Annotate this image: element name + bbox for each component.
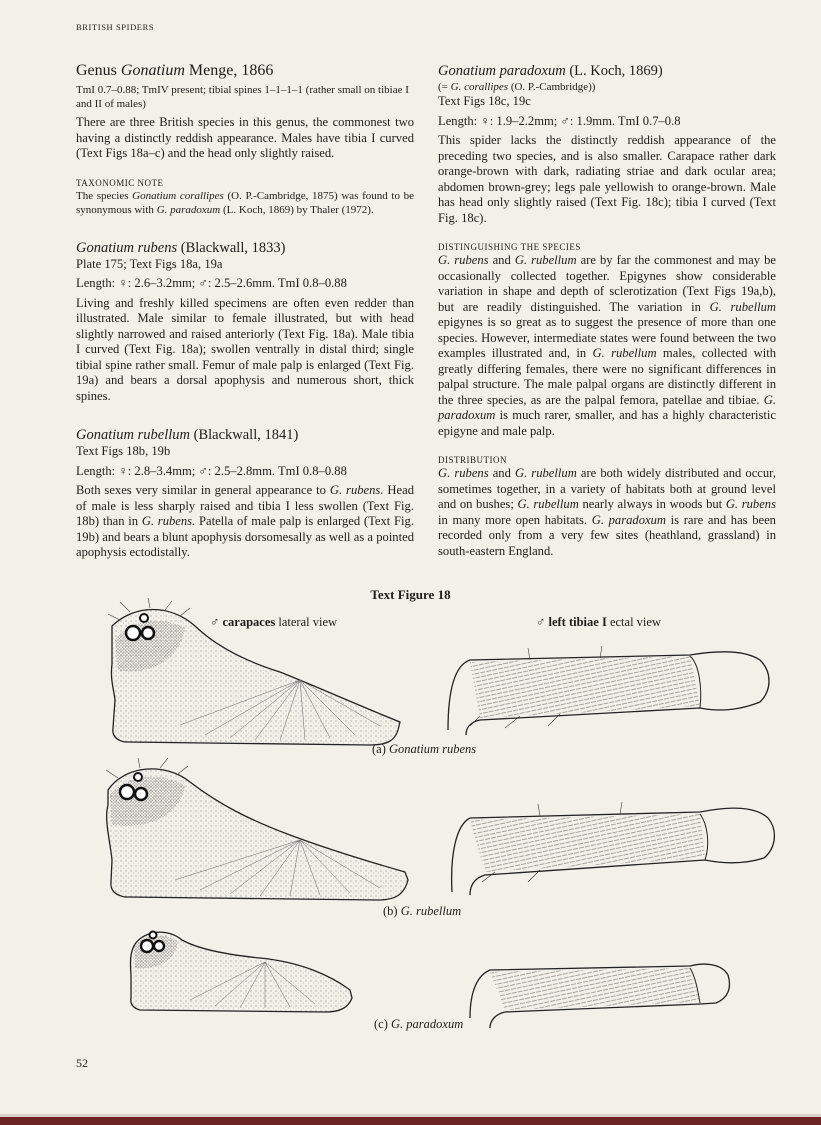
paradoxum-description: This spider lacks the distinctly reddish appearance of the preceding two species, and is also smaller. Carapace rather dark orange-brown with dark, radiating striae and dark ocular area; abdomen brown-grey; legs pale yellowish to orange-brown. Male has head only slightly raised (Text Fig. 18c); tibia I curved (Text Fig. 18c).	[438, 133, 776, 225]
paradoxum-name: Gonatium paradoxum	[438, 63, 566, 79]
distinguishing-heading: DISTINGUISHING THE SPECIES	[438, 242, 581, 252]
male-symbol: ♂	[210, 615, 220, 629]
distr-sp-e: G. paradoxum	[591, 512, 666, 527]
caption-c-name: G. paradoxum	[391, 1017, 464, 1031]
caption-a	[372, 742, 476, 757]
dist-t4: males, collected with greatly differing females, there were no significant differences in palpal structure. The male palpal organs are distinctly different in the three species, as are the palpal femora, patellae and tibiae.	[438, 346, 776, 407]
dist-t5: is much rarer, smaller, and has a highly characteristic epigyne and male palp.	[438, 408, 776, 438]
distr-sp-c: G. rubellum	[517, 497, 579, 511]
caption-a-name: Gonatium rubens	[389, 742, 477, 756]
rubens-description: Living and freshly killed specimens are often even redder than illustrated. Male similar to female illustrated, but with head slightly narrowed and raised anteriorly (Text Fig. 18a). Male tibia I curved (Text Fig. 18a); swollen ventrally in distal third; single tibial spine rather small. Femur of male palp is enlarged (Text Fig. 19a) and bears a dorsal apophysis and numerous short, thick spines.	[76, 295, 414, 403]
taxonomic-species-2: G. paradoxum	[156, 203, 221, 216]
male-symbol: ♂	[536, 615, 546, 629]
dist-sp-d: G. rubellum	[592, 346, 657, 360]
tibiae-label: left tibiae I	[548, 615, 607, 629]
tibia-b-drawing	[452, 802, 775, 895]
caption-a-letter: (a)	[372, 742, 386, 756]
taxonomic-text-3: (L. Koch, 1869) by Thaler (1972).	[223, 203, 374, 216]
distr-sp-a: G. rubens	[438, 466, 489, 480]
carapace-a-drawing	[108, 598, 400, 745]
distr-t4: in many more open habitats.	[438, 512, 592, 527]
dist-sp-e: G. paradoxum	[438, 392, 776, 422]
caption-c-letter: (c)	[374, 1017, 388, 1031]
paradoxum-author: (L. Koch, 1869)	[569, 63, 663, 79]
rubellum-length: Length: ♀: 2.8–3.4mm; ♂: 2.5–2.8mm. TmI 0.8–0.88	[76, 463, 347, 478]
distr-sp-d: G. rubens	[725, 497, 776, 511]
carapace-b-drawing	[106, 758, 408, 900]
paradoxum-refs: Text Figs 18c, 19c	[438, 94, 531, 108]
tibia-c-drawing	[470, 964, 730, 1028]
taxonomic-species: Gonatium corallipes	[132, 189, 224, 202]
distr-t2: are both widely distributed and occur, sometimes together, in a variety of habitats both at ground level and on bushes;	[438, 466, 777, 511]
distribution-heading: DISTRIBUTION	[438, 455, 507, 465]
caption-b-letter: (b)	[383, 904, 398, 918]
rubellum-name: Gonatium rubellum	[76, 427, 190, 443]
ectal-view-label: ectal view	[609, 615, 661, 629]
dist-t1: and	[488, 253, 515, 267]
rubens-length: Length: ♀: 2.6–3.2mm; ♂: 2.5–2.6mm. TmI 0.8–0.88	[76, 276, 347, 290]
rubellum-text-1: Both sexes very similar in general appearance to	[76, 483, 326, 497]
distr-sp-b: G. rubellum	[514, 466, 577, 480]
distr-t3: nearly always in woods but	[578, 497, 726, 511]
caption-c	[374, 1017, 463, 1032]
rubellum-refs: Text Figs 18b, 19b	[76, 444, 171, 458]
book-cover-edge	[0, 1117, 821, 1125]
carapace-c-drawing	[130, 932, 352, 1013]
genus-author: Menge, 1866	[188, 62, 274, 79]
rubellum-author: (Blackwall, 1841)	[193, 427, 299, 443]
synonym-post: (O. P.-Cambridge))	[508, 81, 596, 93]
rubens-refs: Plate 175; Text Figs 18a, 19a	[76, 256, 223, 271]
taxonomic-text-1: The species	[76, 189, 129, 202]
synonym-pre: (=	[438, 81, 451, 93]
dist-sp-a: G. rubens	[438, 253, 489, 267]
genus-description: There are three British species in this genus, the commonest two having a distinctly reddish appearance. Males have tibia I curved (Text Figs 18a–c) and the head only slightly raised.	[76, 115, 414, 160]
distr-t5: is rare and has been recorded only from a very few sites (heathland, grassland) in south-eastern England.	[438, 512, 776, 558]
running-head: BRITISH SPIDERS	[76, 22, 155, 32]
page-number: 52	[76, 1056, 88, 1070]
dist-sp-b: G. rubellum	[514, 253, 577, 267]
caption-b	[383, 904, 461, 919]
dist-t3: epigynes is so great as to suggest the presence of more than one species. However, intermediate states were found between the two examples illustrated and, in	[438, 315, 776, 360]
rubellum-text-3: Patella of male palp is enlarged (Text Fig. 19b) and bears a blunt apophysis dorsomesally as well as a pointed apophysis ectodistally.	[76, 514, 414, 559]
distr-t1: and	[488, 466, 515, 480]
genus-meta: TmI 0.7–0.88; TmIV present; tibial spines 1–1–1–1 (rather small on tibiae I and II of males)	[76, 84, 409, 110]
genus-prefix: Genus	[76, 62, 117, 79]
caption-b-name: G. rubellum	[400, 904, 462, 918]
synonym-name: G. corallipes	[450, 81, 509, 93]
taxonomic-note-heading: TAXONOMIC NOTE	[76, 177, 164, 188]
taxonomic-text-2: (O. P.-Cambridge, 1875) was found to be synonymous with	[76, 189, 415, 216]
tibia-a-drawing	[448, 646, 769, 735]
rubens-author: (Blackwall, 1833)	[180, 239, 286, 256]
carapaces-label: carapaces	[222, 615, 276, 629]
rubellum-sp-2: G. rubens.	[141, 514, 196, 528]
figure-title: Text Figure 18	[370, 587, 451, 602]
rubens-name: Gonatium rubens	[76, 239, 178, 256]
rubellum-text-2: Head of male is less sharply raised and tibia I less swollen (Text Fig. 18b) than in	[76, 483, 414, 528]
lateral-view-label: lateral view	[278, 615, 338, 629]
genus-name: Gonatium	[120, 62, 185, 79]
dist-t2: are by far the commonest and may be occasionally collected together. Epigynes show considerable variation in shape and depth of sclerotization (Text Figs 19a,b), but are readily distinguished. The variation in	[438, 253, 776, 314]
dist-sp-c: G. rubellum	[709, 299, 776, 314]
paradoxum-length: Length: ♀: 1.9–2.2mm; ♂: 1.9mm. TmI 0.7–0.8	[438, 113, 681, 128]
rubellum-sp-1: G. rubens.	[329, 483, 384, 497]
